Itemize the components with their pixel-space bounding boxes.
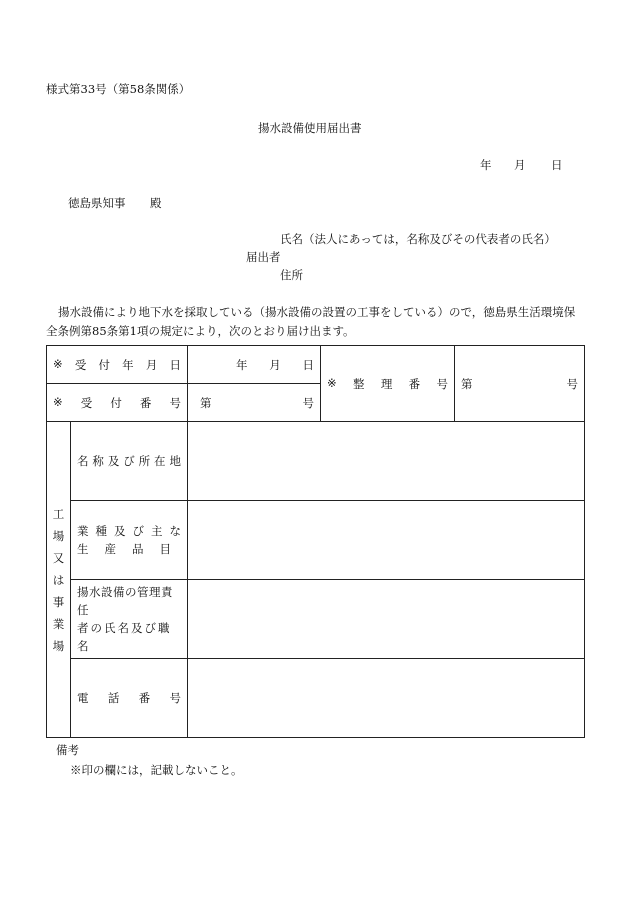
receipt-number-label-char: 号: [169, 395, 182, 410]
row-label-manager-line2: 者の氏名及び職名: [77, 621, 172, 653]
receipt-date-label-char: 受: [74, 357, 87, 372]
receipt-date-label-char: 年: [122, 357, 134, 372]
row-label-phone-char: 電: [77, 691, 89, 705]
receipt-date-day: 日: [302, 357, 315, 372]
receipt-date-field[interactable]: [188, 346, 321, 384]
notes-item: ※印の欄には，記載しないこと。: [70, 763, 243, 777]
date-month: 月: [514, 158, 526, 172]
date-day: 日: [551, 158, 563, 172]
notes-heading: 備考: [56, 743, 79, 757]
receipt-number-label-char: 付: [110, 395, 122, 410]
row-label-industry-products: [71, 501, 188, 580]
group-label-char: 場: [52, 528, 65, 543]
row-label-industry-products-char: 品: [132, 542, 144, 556]
form-table: [46, 345, 585, 738]
body-text-line2: 全条例第85条第1項の規定により，次のとおり届け出ます。: [46, 324, 355, 338]
row-field-manager[interactable]: [188, 580, 585, 659]
row-label-name-location-char: 在: [154, 454, 166, 468]
applicant-address-label: 住所: [280, 268, 303, 282]
receipt-number-label-char: ※: [53, 394, 63, 409]
ref-number-label: [321, 346, 455, 422]
ref-number-label-char: 番: [408, 376, 421, 391]
ref-number-suffix: 号: [566, 376, 579, 391]
row-label-name-location-char: 及: [107, 454, 120, 468]
row-label-manager-line1: 揚水設備の管理責任: [77, 585, 173, 617]
receipt-number-label-char: 番: [139, 395, 152, 410]
row-label-name-location-char: 地: [169, 454, 181, 468]
receipt-date-label: [47, 346, 188, 384]
form-number: 様式第33号（第58条関係）: [46, 82, 191, 96]
ref-number-label-char: 号: [436, 376, 448, 391]
row-label-industry-products-char: 業: [77, 524, 89, 538]
row-label-phone-char: 話: [107, 691, 120, 705]
row-label-industry-products-char: 及: [114, 524, 126, 538]
row-label-manager: [71, 580, 188, 659]
honorific: 殿: [150, 196, 162, 210]
row-label-industry-products-char: 主: [151, 524, 163, 538]
row-label-industry-products-char: な: [169, 524, 181, 538]
row-label-name-location-char: 称: [92, 454, 104, 468]
row-field-industry-products[interactable]: [188, 501, 585, 580]
group-label-char: 場: [52, 638, 65, 653]
body-text-line1: 揚水設備により地下水を採取している（揚水設備の設置の工事をしている）ので，徳島県生活環境保: [58, 305, 576, 319]
ref-number-label-char: ※: [327, 375, 337, 390]
receipt-date-year: 年: [236, 357, 248, 372]
row-field-phone[interactable]: [188, 659, 585, 738]
document-title: 揚水設備使用届出書: [258, 121, 362, 135]
group-label-char: 工: [52, 506, 65, 521]
receipt-date-month: 月: [269, 357, 281, 372]
row-label-name-location: [71, 422, 188, 501]
receipt-number-suffix: 号: [302, 395, 315, 410]
receipt-number-label: [47, 384, 188, 422]
row-label-name-location-char: 名: [77, 454, 89, 468]
row-label-industry-products-char: 産: [104, 542, 116, 556]
applicant-name-label: 氏名（法人にあっては，名称及びその代表者の氏名）: [280, 232, 556, 246]
row-label-name-location-char: 所: [138, 454, 151, 468]
row-label-phone: [71, 659, 188, 738]
row-label-industry-products-char: び: [132, 524, 144, 538]
ref-number-field[interactable]: [455, 346, 585, 422]
receipt-date-label-char: ※: [53, 356, 63, 371]
row-label-industry-products-char: 目: [159, 542, 171, 556]
row-label-phone-char: 号: [169, 691, 181, 705]
group-label-char: 又: [52, 550, 65, 565]
row-label-industry-products-char: 種: [95, 524, 107, 538]
receipt-number-prefix: 第: [200, 395, 212, 410]
receipt-number-label-char: 受: [80, 395, 93, 410]
ref-number-label-char: 理: [380, 376, 393, 391]
group-label: [47, 422, 71, 738]
ref-number-label-char: 整: [352, 376, 365, 391]
group-label-char: 業: [52, 616, 65, 631]
group-label-char: は: [52, 572, 65, 587]
receipt-number-field[interactable]: [188, 384, 321, 422]
addressee: 徳島県知事: [68, 196, 126, 210]
applicant-role-label: 届出者: [246, 250, 281, 264]
row-field-name-location[interactable]: [188, 422, 585, 501]
date-year: 年: [480, 158, 492, 172]
row-label-name-location-char: び: [123, 454, 135, 468]
receipt-date-label-char: 日: [169, 357, 181, 372]
row-label-industry-products-char: 生: [77, 542, 89, 556]
ref-number-prefix: 第: [461, 376, 473, 391]
row-label-phone-char: 番: [138, 691, 151, 705]
group-label-char: 事: [52, 594, 65, 609]
receipt-date-label-char: 付: [98, 357, 110, 372]
receipt-date-label-char: 月: [145, 357, 158, 372]
